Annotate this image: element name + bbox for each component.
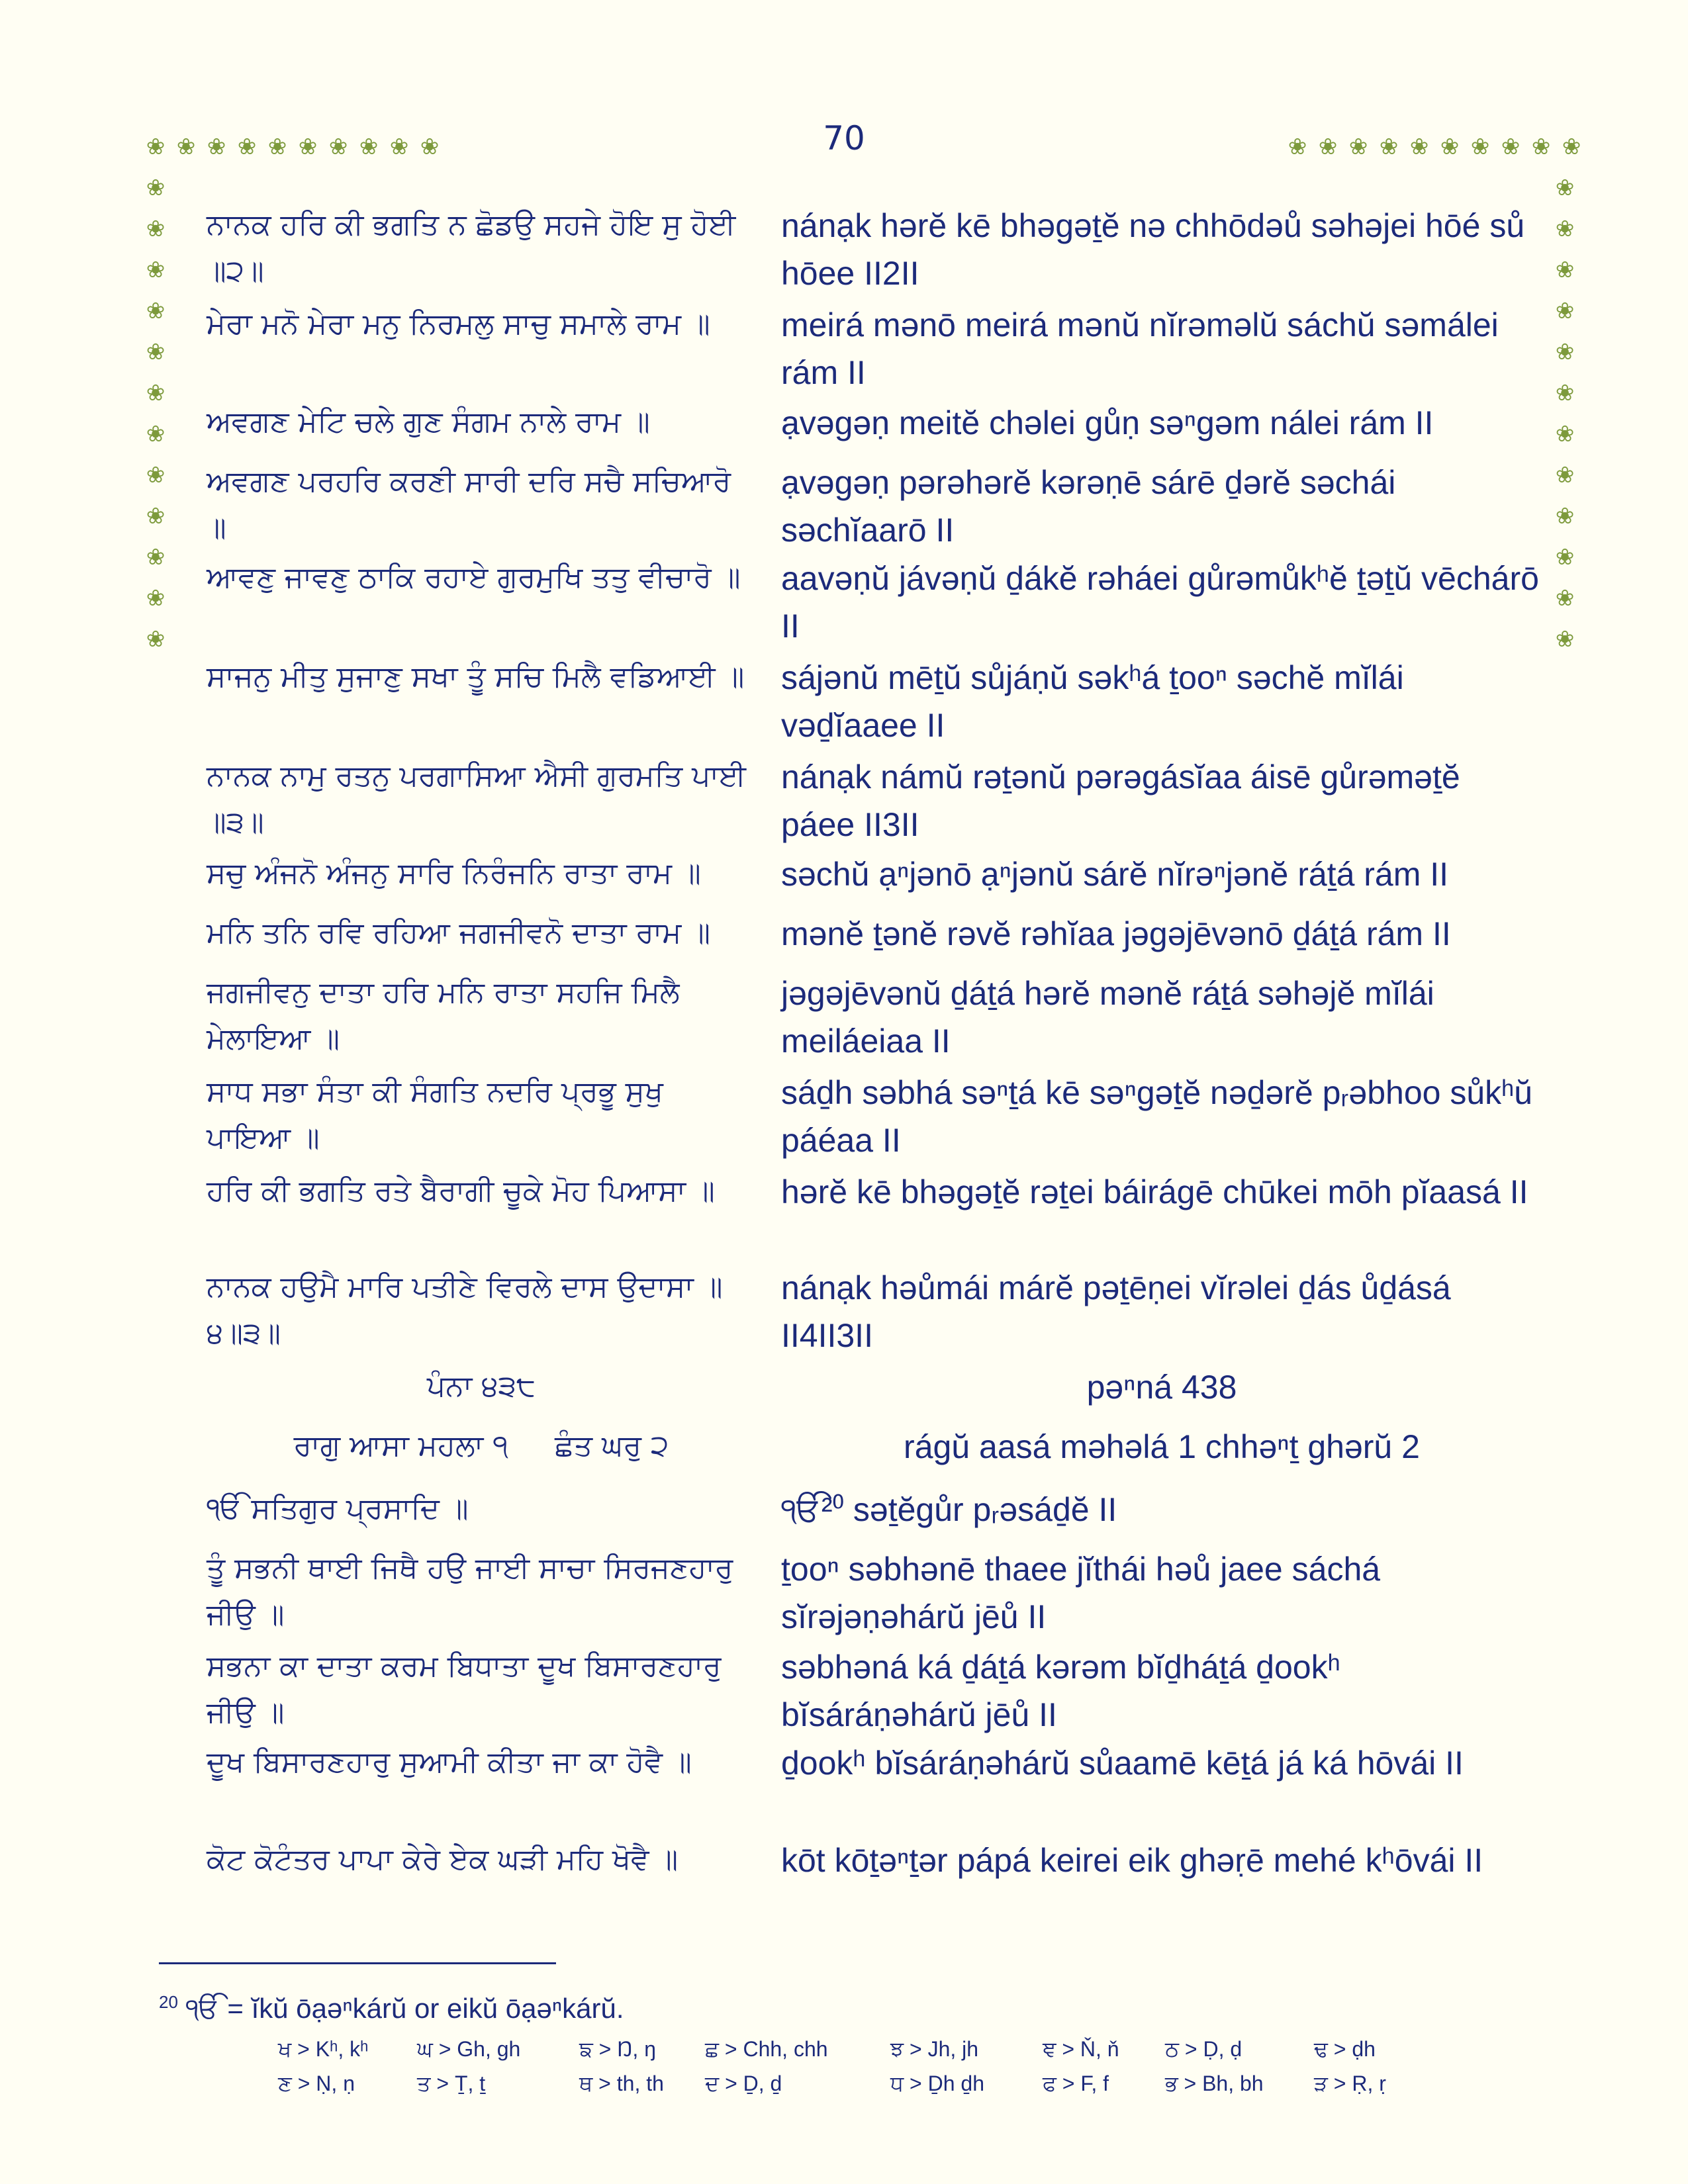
transliteration-text: ṯooⁿ səbhənē thaee jĭthái həů jaee sáchá sĭrəjəṇəhárŭ jēů II — [781, 1551, 1389, 1635]
flower-ornament-icon: ❀ — [1470, 134, 1490, 160]
gurmukhi-text: ਨਾਨਕ ਨਾਮੁ ਰਤਨੁ ਪਰਗਾਸਿਆ ਐਸੀ ਗੁਰਮਤਿ ਪਾਈ ॥੩॥ — [207, 759, 755, 839]
flower-ornament-icon: ❀ — [1555, 216, 1575, 242]
flower-ornament-icon: ❀ — [1348, 134, 1368, 160]
panna-gurmukhi: ਪੰਨਾ ੪੩੮ — [426, 1369, 536, 1403]
flower-ornament-icon: ❀ — [1531, 134, 1551, 160]
flower-ornament-icon: ❀ — [359, 134, 379, 160]
gurmukhi-text: ਹਰਿ ਕੀ ਭਗਤਿ ਰਤੇ ਬੈਰਾਗੀ ਚੂਕੇ ਮੋਹ ਪਿਆਸਾ ॥ — [207, 1174, 715, 1208]
flower-ornament-icon: ❀ — [146, 626, 165, 653]
flower-ornament-icon: ❀ — [1379, 134, 1399, 160]
key-entry: ਘ > Gh, gh — [417, 2037, 521, 2061]
key-entry: ਖ > Kʰ, kʰ — [278, 2037, 369, 2061]
key-entry: ਦ > Ḏ, ḏ — [705, 2071, 782, 2095]
gurmukhi-text: ਸਾਧ ਸਭਾ ਸੰਤਾ ਕੀ ਸੰਗਤਿ ਨਦਰਿ ਪ੍ਰਭੂ ਸੁਖੁ ਪਾਇਆ ॥ — [207, 1075, 673, 1155]
key-entry: ਤ > Ṯ, ṯ — [417, 2071, 486, 2095]
gurmukhi-text: ਅਵਗਣ ਮੇਟਿ ਚਲੇ ਗੁਣ ਸੰਗਮ ਨਾਲੇ ਰਾਮ ॥ — [207, 405, 650, 439]
transliteration-text: aavəṇŭ jávəṇŭ ḏákĕ rəháei gůrəmůkʰĕ ṯəṯŭ vēchárō II — [781, 560, 1548, 645]
flower-ornament-icon: ❀ — [1555, 380, 1575, 406]
footnote-text: ੴ = ĭkŭ ōạəⁿkárŭ or eikŭ ōạəⁿkárŭ. — [185, 1993, 624, 2024]
flower-ornament-icon: ❀ — [1555, 544, 1575, 570]
gurmukhi-text: ਦੂਖ ਬਿਸਾਰਣਹਾਰੁ ਸੁਆਮੀ ਕੀਤਾ ਜਾ ਕਾ ਹੋਵੈ ॥ — [207, 1745, 692, 1779]
flower-ornament-icon: ❀ — [1555, 339, 1575, 365]
key-entry: ਥ > th, th — [579, 2071, 664, 2095]
flower-ornament-icon: ❀ — [146, 216, 165, 242]
page-number: 70 — [823, 119, 865, 158]
gurmukhi-text: ਤੂੰ ਸਭਨੀ ਥਾਈ ਜਿਥੈ ਹਉ ਜਾਈ ਸਾਚਾ ਸਿਰਜਣਹਾਰੁ ਜੀਉ ॥ — [207, 1551, 743, 1631]
flower-ornament-icon: ❀ — [1501, 134, 1521, 160]
flower-ornament-icon: ❀ — [1555, 257, 1575, 283]
transliteration-text: ḏookʰ bĭsáráṇəhárŭ sůaamē kēṯá já ká hōvái II — [781, 1745, 1464, 1782]
key-entry: ਢ > ḍh — [1314, 2037, 1376, 2061]
transliteration-text: sájənŭ mēṯŭ sůjáṇŭ səkʰá ṯooⁿ səchĕ mĭlái vəḏĭaaee II — [781, 659, 1413, 744]
flower-ornament-icon: ❀ — [1555, 421, 1575, 447]
transliteration-text: meirá mənō meirá mənŭ nĭrəməlŭ sáchŭ səmálei rám II — [781, 306, 1508, 391]
transliteration-text: səbhəná ká ḏáṯá kərəm bĭḏháṯá ḏookʰ bĭsáráṇəhárŭ jēů II — [781, 1649, 1350, 1733]
flower-ornament-icon: ❀ — [237, 134, 257, 160]
key-entry: ਙ > Ŋ, ŋ — [579, 2037, 656, 2061]
heading-transliteration: rágŭ aasá məhəlá 1 chhəⁿṯ ghərŭ 2 — [904, 1428, 1420, 1465]
transliteration-text: hərĕ kē bhəgəṯĕ rəṯei báirágē chūkei mōh pĭaasá II — [781, 1173, 1528, 1210]
panna-transliteration: pəⁿná 438 — [1086, 1369, 1237, 1406]
flower-ornament-icon: ❀ — [389, 134, 409, 160]
key-entry: ਝ > Jh, jh — [890, 2037, 979, 2061]
key-entry: ੜ > Ṛ, ṛ — [1314, 2071, 1386, 2095]
flower-ornament-icon: ❀ — [146, 585, 165, 612]
footnote-number: 20 — [159, 1992, 178, 2012]
gurmukhi-text: ਨਾਨਕ ਹਉਮੈ ਮਾਰਿ ਪਤੀਣੇ ਵਿਰਲੇ ਦਾਸ ਉਦਾਸਾ ॥੪॥੩॥ — [207, 1270, 723, 1350]
key-entry: ਠ > Ḍ, ḍ — [1165, 2037, 1243, 2061]
transliteration-text: ạvəgəṇ pərəhərĕ kərəṇē sárē ḏərĕ səchái səchĭaarō II — [781, 464, 1405, 549]
footnote-divider — [159, 1962, 556, 1964]
gurmukhi-text: ਕੋਟ ਕੋਟੰਤਰ ਪਾਪਾ ਕੇਰੇ ਏਕ ਘੜੀ ਮਹਿ ਖੋਵੈ ॥ — [207, 1843, 679, 1876]
transliteration-text: ੴ²⁰ səṯĕgůr pᵣəsáḏĕ II — [781, 1491, 1117, 1528]
flower-ornament-icon: ❀ — [298, 134, 318, 160]
flower-ornament-icon: ❀ — [207, 134, 226, 160]
flower-ornament-icon: ❀ — [146, 503, 165, 529]
key-entry: ਭ > Bh, bh — [1165, 2071, 1264, 2095]
flower-ornament-icon: ❀ — [1555, 585, 1575, 612]
gurmukhi-text: ਆਵਣੁ ਜਾਵਣੁ ਠਾਕਿ ਰਹਾਏ ਗੁਰਮੁਖਿ ਤਤੁ ਵੀਚਾਰੋ ॥ — [207, 561, 741, 594]
gurmukhi-text: ਸਾਜਨੁ ਮੀਤੁ ਸੁਜਾਣੁ ਸਖਾ ਤੂੰ ਸਚਿ ਮਿਲੈ ਵਡਿਆਈ ॥ — [207, 660, 745, 694]
key-entry: ਫ > F, f — [1043, 2071, 1109, 2095]
flower-ornament-icon: ❀ — [146, 134, 165, 160]
flower-ornament-icon: ❀ — [146, 339, 165, 365]
flower-ornament-icon: ❀ — [1288, 134, 1307, 160]
gurmukhi-text: ਮਨਿ ਤਨਿ ਰਵਿ ਰਹਿਆ ਜਗਜੀਵਨੋ ਦਾਤਾ ਰਾਮ ॥ — [207, 916, 710, 950]
gurmukhi-text: ਨਾਨਕ ਹਰਿ ਕੀ ਭਗਤਿ ਨ ਛੋਡਉ ਸਹਜੇ ਹੋਇ ਸੁ ਹੋਈ ॥੨॥ — [207, 208, 745, 288]
gurmukhi-text: ਅਵਗਣ ਪਰਹਰਿ ਕਰਣੀ ਸਾਰੀ ਦਰਿ ਸਚੈ ਸਚਿਆਰੋ ॥ — [207, 465, 741, 545]
flower-ornament-icon: ❀ — [146, 544, 165, 570]
flower-ornament-icon: ❀ — [146, 257, 165, 283]
flower-ornament-icon: ❀ — [1555, 298, 1575, 324]
flower-ornament-icon: ❀ — [1562, 134, 1581, 160]
flower-ornament-icon: ❀ — [328, 134, 348, 160]
transliteration-text: kōt kōṯəⁿṯər pápá keirei eik ghəṛē mehé kʰōvái II — [781, 1842, 1483, 1879]
transliteration-text: mənĕ ṯənĕ rəvĕ rəhĭaa jəgəjēvənō ḏáṯá rám II — [781, 915, 1451, 952]
transliteration-text: nánạk námŭ rəṯənŭ pərəgásĭaa áisē gůrəməṯĕ páee II3II — [781, 758, 1470, 843]
flower-ornament-icon: ❀ — [267, 134, 287, 160]
gurmukhi-text: ਮੇਰਾ ਮਨੋ ਮੇਰਾ ਮਨੁ ਨਿਰਮਲੁ ਸਾਚੁ ਸਮਾਲੇ ਰਾਮ ॥ — [207, 307, 710, 341]
flower-ornament-icon: ❀ — [146, 462, 165, 488]
flower-ornament-icon: ❀ — [1409, 134, 1429, 160]
footnote — [159, 1982, 1549, 2028]
flower-ornament-icon: ❀ — [1555, 462, 1575, 488]
flower-ornament-icon: ❀ — [1318, 134, 1338, 160]
flower-ornament-icon: ❀ — [1440, 134, 1460, 160]
key-entry: ਛ > Chh, chh — [705, 2037, 828, 2061]
flower-ornament-icon: ❀ — [146, 298, 165, 324]
flower-ornament-icon: ❀ — [146, 380, 165, 406]
flower-ornament-icon: ❀ — [1555, 626, 1575, 653]
gurmukhi-text: ਸਚੁ ਅੰਜਨੋ ਅੰਜਨੁ ਸਾਰਿ ਨਿਰੰਜਨਿ ਰਾਤਾ ਰਾਮ ॥ — [207, 856, 701, 890]
transliteration-text: jəgəjēvənŭ ḏáṯá hərĕ mənĕ ráṯá səhəjĕ mĭlái meiláeiaa II — [781, 975, 1444, 1060]
flower-ornament-icon: ❀ — [146, 421, 165, 447]
flower-ornament-icon: ❀ — [1555, 175, 1575, 201]
transliteration-text: nánạk həůmái márĕ pəṯēṇei vĭrəlei ḏás ůḏásá II4II3II — [781, 1269, 1460, 1354]
gurmukhi-text: ਜਗਜੀਵਨੁ ਦਾਤਾ ਹਰਿ ਮਨਿ ਰਾਤਾ ਸਹਜਿ ਮਿਲੈ ਮੇਲਾਇਆ ॥ — [207, 976, 689, 1056]
flower-ornament-icon: ❀ — [176, 134, 196, 160]
flower-ornament-icon: ❀ — [146, 175, 165, 201]
flower-ornament-icon: ❀ — [420, 134, 440, 160]
gurmukhi-text: ੴ ਸਤਿਗੁਰ ਪ੍ਰਸਾਦਿ ॥ — [207, 1492, 469, 1525]
transliteration-text: sáḏh səbhá səⁿṯá kē səⁿgəṯĕ nəḏərĕ pᵣəbhoo sůkʰŭ páéaa II — [781, 1074, 1542, 1159]
heading-gurmukhi: ਰਾਗੁ ਆਸਾ ਮਹਲਾ ੧ ਛੰਤ ਘਰੁ ੨ — [293, 1429, 669, 1463]
gurmukhi-text: ਸਭਨਾ ਕਾ ਦਾਤਾ ਕਰਮ ਬਿਧਾਤਾ ਦੂਖ ਬਿਸਾਰਣਹਾਰੁ ਜੀਉ ॥ — [207, 1649, 731, 1729]
flower-ornament-icon: ❀ — [1555, 503, 1575, 529]
key-entry: ਞ > Ň, ň — [1043, 2037, 1119, 2061]
transliteration-text: nánạk hərĕ kē bhəgəṯĕ nə chhōdəů səhəjei hōé sů hōee II2II — [781, 207, 1534, 292]
key-entry: ਣ > Ṇ, ṇ — [278, 2071, 355, 2095]
transliteration-text: səchŭ ạⁿjənō ạⁿjənŭ sárĕ nĭrəⁿjənĕ ráṯá rám II — [781, 856, 1449, 893]
key-entry: ਧ > Ḏh ḏh — [890, 2071, 985, 2095]
transliteration-text: ạvəgəṇ meitĕ chəlei gůṇ səⁿgəm nálei rám II — [781, 404, 1434, 441]
